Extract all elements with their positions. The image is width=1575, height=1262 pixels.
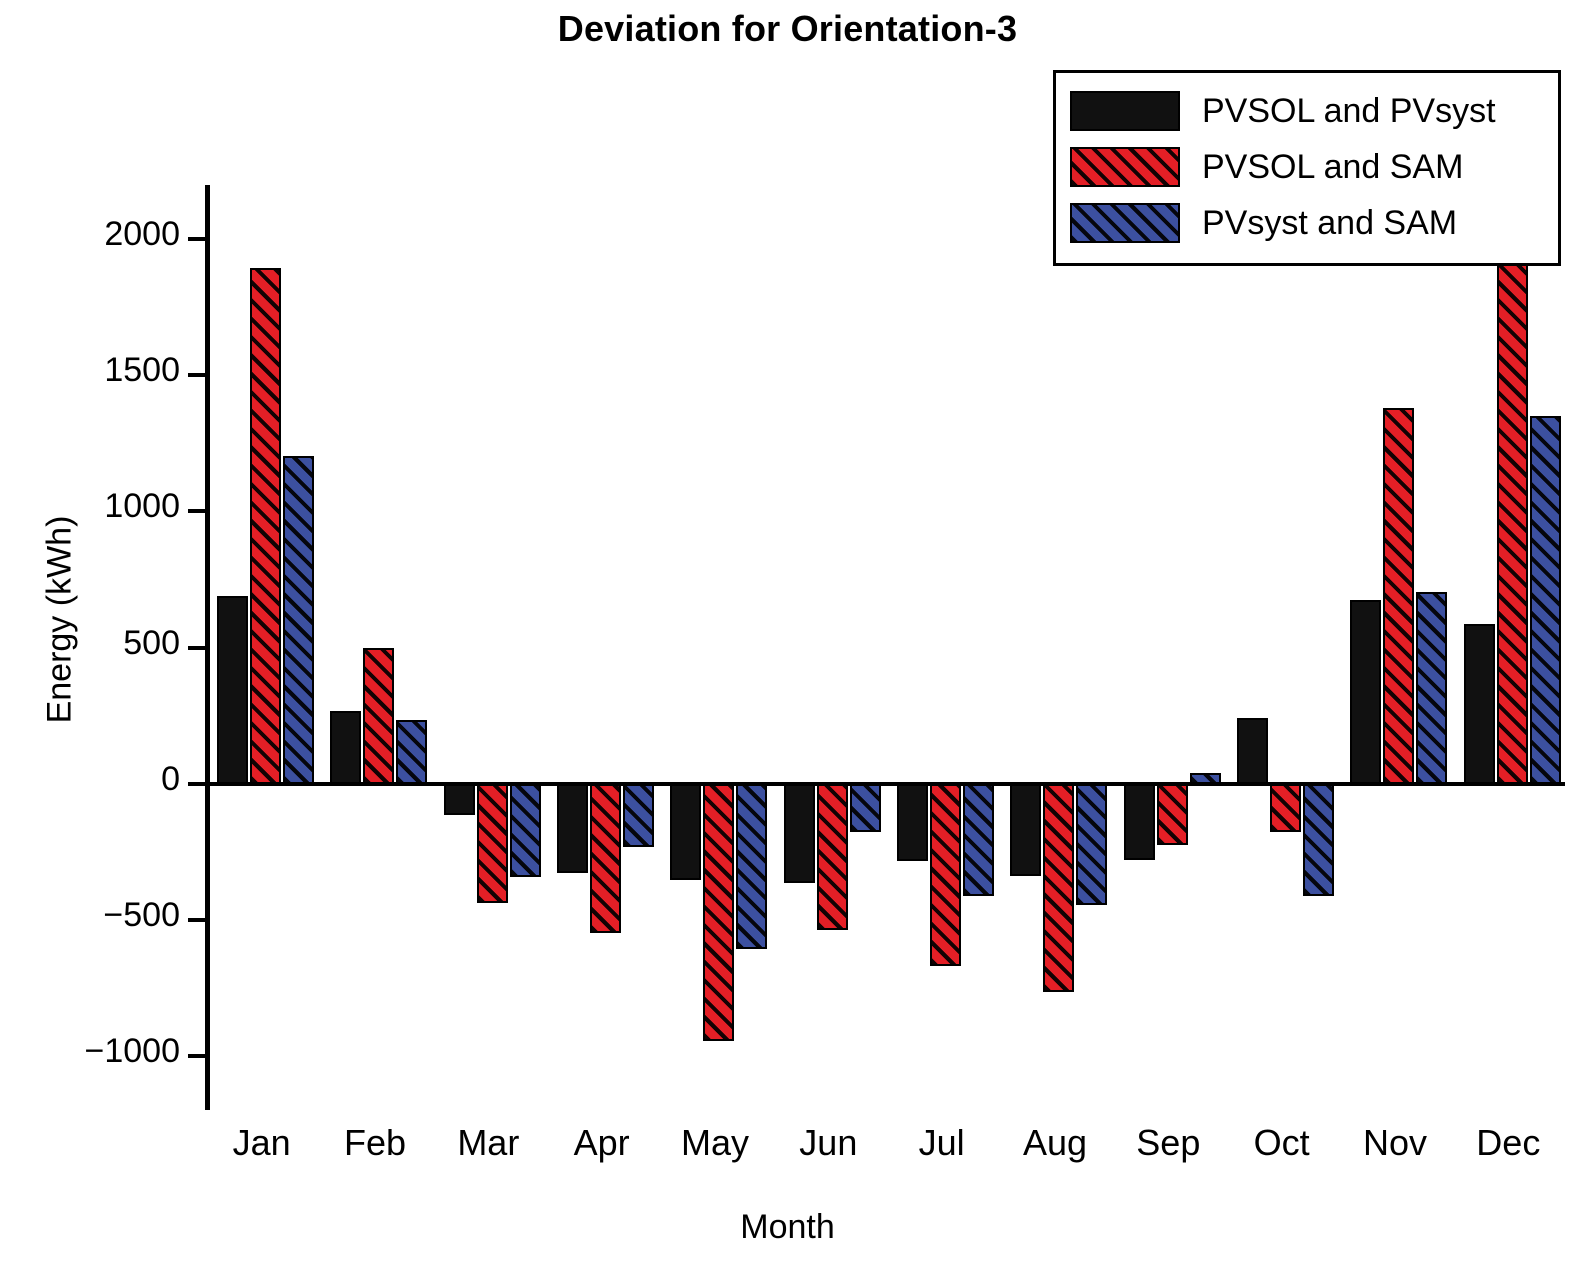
bar-group	[432, 185, 545, 1110]
x-tick-label: Dec	[1476, 1122, 1541, 1163]
y-tick-label: −1000	[84, 1031, 180, 1070]
bar	[477, 784, 508, 904]
legend-label: PVSOL and PVsyst	[1202, 91, 1496, 130]
y-tick-mark	[188, 646, 205, 650]
y-tick-label: 1000	[104, 487, 180, 526]
legend-swatch-icon	[1070, 203, 1180, 243]
bar	[217, 596, 248, 784]
bar	[590, 784, 621, 934]
bar	[623, 784, 654, 848]
bar	[1497, 257, 1528, 783]
bar	[330, 711, 361, 783]
bar-group	[998, 185, 1111, 1110]
bar	[1530, 416, 1561, 783]
x-tick-label: Mar	[457, 1122, 520, 1163]
bar-group	[1112, 185, 1225, 1110]
legend-item[interactable]	[1070, 195, 1544, 251]
bar	[557, 784, 588, 874]
bar	[1076, 784, 1107, 905]
bar	[1303, 784, 1334, 897]
y-tick-mark	[188, 918, 205, 922]
bar	[1270, 784, 1301, 833]
bar	[1043, 784, 1074, 992]
x-tick-label: Aug	[1022, 1122, 1088, 1163]
legend-item[interactable]	[1070, 83, 1544, 139]
y-tick-label: 1500	[104, 351, 180, 390]
bar	[510, 784, 541, 878]
bar	[1383, 408, 1414, 783]
bar-group	[658, 185, 771, 1110]
bar	[670, 784, 701, 881]
bar-group	[318, 185, 431, 1110]
legend-swatch-icon	[1070, 147, 1180, 187]
x-axis-label: Month	[740, 1208, 835, 1246]
bar	[396, 720, 427, 784]
bar-group	[545, 185, 658, 1110]
bar	[283, 456, 314, 784]
legend-swatch-icon	[1070, 91, 1180, 131]
bar	[930, 784, 961, 966]
x-tick-label: Sep	[1136, 1122, 1201, 1163]
bar	[444, 784, 475, 815]
bar-group	[205, 185, 318, 1110]
bar	[736, 784, 767, 950]
bar	[363, 648, 394, 784]
x-tick-label: May	[680, 1122, 749, 1163]
bar-group	[772, 185, 885, 1110]
bar	[1350, 600, 1381, 784]
bar-group	[1452, 185, 1565, 1110]
bar-group	[1225, 185, 1338, 1110]
chart-legend	[1053, 70, 1561, 266]
bar	[1237, 718, 1268, 783]
y-tick-mark	[188, 1054, 205, 1058]
x-tick-label: Feb	[343, 1122, 407, 1163]
bar	[1157, 784, 1188, 845]
bar	[1124, 784, 1155, 860]
x-tick-label: Jan	[232, 1122, 291, 1163]
x-tick-label: Oct	[1253, 1122, 1310, 1163]
y-tick-mark	[188, 373, 205, 377]
bar	[250, 268, 281, 784]
bar	[1010, 784, 1041, 877]
y-tick-label: 0	[161, 759, 180, 798]
y-tick-mark	[188, 782, 205, 786]
bar-group	[1338, 185, 1451, 1110]
y-tick-mark	[188, 237, 205, 241]
x-tick-label: Jun	[799, 1122, 858, 1163]
legend-item[interactable]	[1070, 139, 1544, 195]
bar	[784, 784, 815, 883]
y-tick-label: −500	[103, 895, 180, 934]
bar	[703, 784, 734, 1041]
bar	[963, 784, 994, 897]
plot-area	[84, 185, 1565, 1110]
legend-label: PVSOL and SAM	[1202, 147, 1464, 186]
bar	[1416, 592, 1447, 784]
bar-group	[885, 185, 998, 1110]
bar	[1190, 773, 1221, 784]
y-tick-label: 500	[123, 623, 180, 662]
y-tick-mark	[188, 509, 205, 513]
y-tick-label: 2000	[104, 215, 180, 254]
bar	[1464, 624, 1495, 783]
legend-label: PVsyst and SAM	[1202, 203, 1458, 242]
chart-title: Deviation for Orientation-3	[557, 8, 1018, 49]
bar	[850, 784, 881, 833]
x-tick-label: Nov	[1362, 1122, 1427, 1163]
bar	[897, 784, 928, 862]
bar	[817, 784, 848, 931]
x-tick-label: Jul	[918, 1122, 965, 1163]
x-tick-label: Apr	[573, 1122, 630, 1163]
y-axis-label: Energy (kWh)	[40, 515, 79, 724]
